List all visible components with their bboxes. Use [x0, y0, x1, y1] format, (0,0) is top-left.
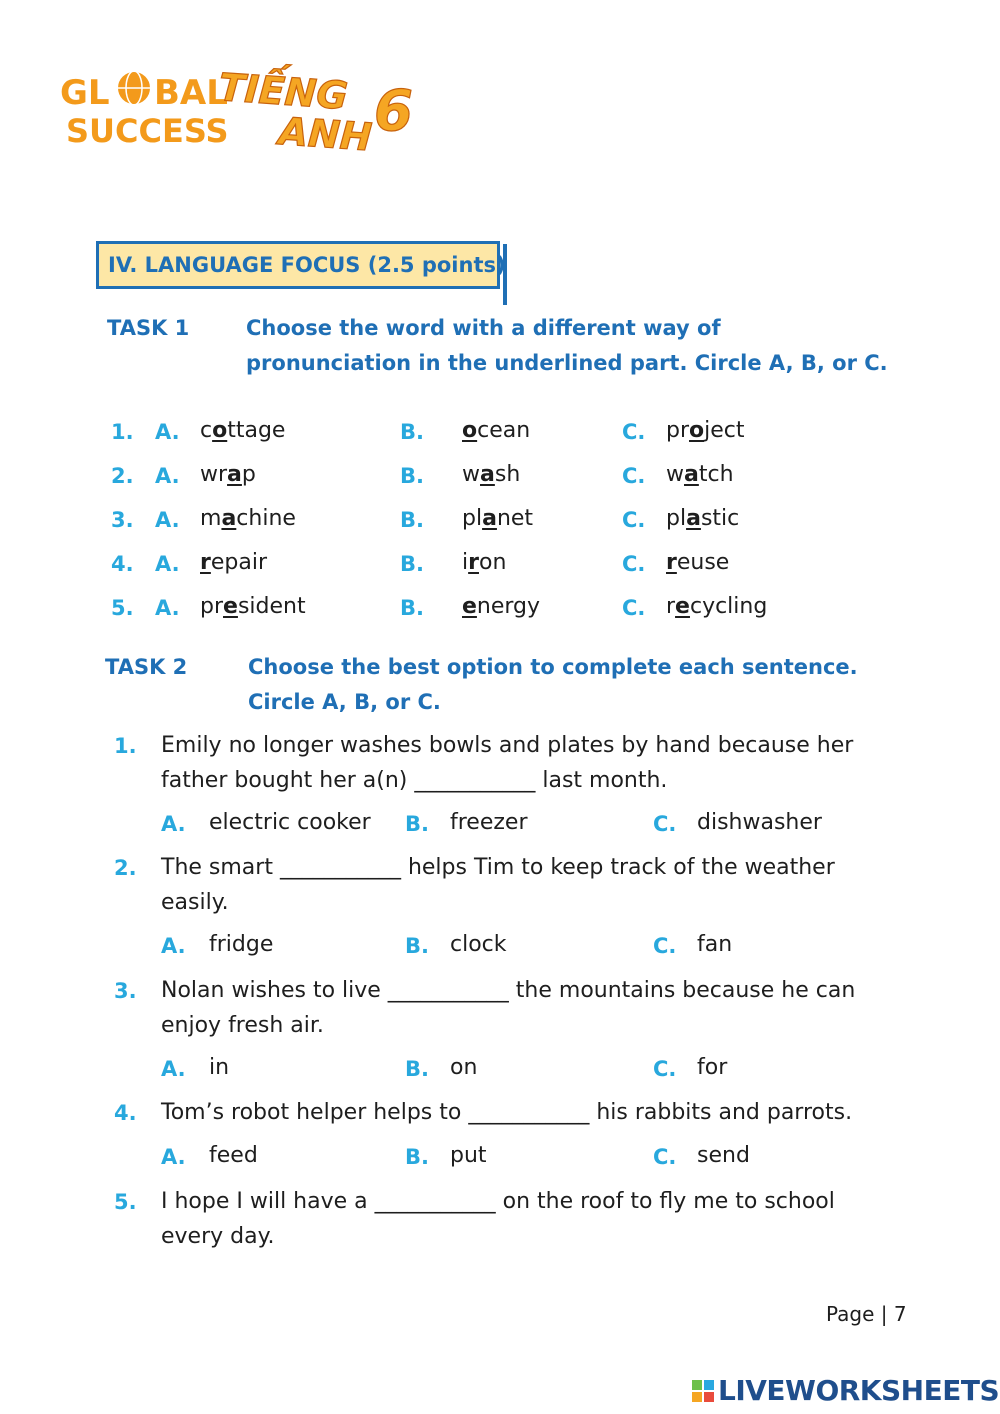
task2-option-text[interactable]: fan: [697, 932, 733, 957]
word-prefix: w: [462, 462, 480, 487]
sentence-line-1: I hope I will have a ___________ on the roof to fly me to school: [161, 1189, 835, 1214]
word-suffix: epair: [210, 550, 267, 575]
task1-option-letter[interactable]: B.: [400, 420, 424, 444]
task1-option-letter[interactable]: B.: [400, 464, 424, 488]
task2-option-letter[interactable]: C.: [653, 934, 677, 958]
task2-option-text[interactable]: on: [450, 1055, 478, 1080]
liveworksheets-brand: LIVEWORKSHEETS: [718, 1374, 1000, 1407]
task2-option-letter[interactable]: C.: [653, 1145, 677, 1169]
task1-option-word[interactable]: [666, 506, 739, 531]
task2-option-text[interactable]: for: [697, 1055, 728, 1080]
sentence-line-2: every day.: [161, 1224, 275, 1249]
underlined-part: a: [684, 462, 699, 487]
task2-option-text[interactable]: electric cooker: [209, 810, 371, 835]
task2-option-letter[interactable]: B.: [405, 1145, 429, 1169]
task1-option-word[interactable]: [462, 462, 520, 487]
underlined-part: a: [221, 506, 237, 531]
underlined-part: o: [212, 418, 228, 443]
task2-question-number: 1.: [114, 734, 137, 758]
word-suffix: net: [496, 506, 534, 531]
task2-label: TASK 2: [105, 655, 188, 679]
task1-question-number: 1.: [111, 420, 134, 444]
sentence-line-1: Tom’s robot helper helps to ___________ his rabbits and parrots.: [161, 1100, 853, 1125]
task1-option-letter[interactable]: C.: [622, 596, 646, 620]
task2-question-sentence: [161, 1184, 835, 1254]
task2-option-text[interactable]: send: [697, 1143, 750, 1168]
task1-option-letter[interactable]: C.: [622, 420, 646, 444]
task1-option-letter[interactable]: B.: [400, 596, 424, 620]
underlined-part: a: [482, 506, 497, 531]
task1-option-letter[interactable]: A.: [155, 508, 180, 532]
task2-option-letter[interactable]: C.: [653, 1057, 677, 1081]
task1-option-letter[interactable]: C.: [622, 508, 646, 532]
word-suffix: ttage: [227, 418, 286, 443]
word-prefix: c: [200, 418, 213, 443]
task1-option-letter[interactable]: C.: [622, 464, 646, 488]
task2-option-letter[interactable]: B.: [405, 1057, 429, 1081]
task2-question-sentence: [161, 973, 855, 1043]
sentence-line-2: easily.: [161, 890, 229, 915]
task1-option-word[interactable]: [462, 506, 533, 531]
task1-option-letter[interactable]: A.: [155, 420, 180, 444]
task1-option-word[interactable]: [200, 594, 306, 619]
task1-option-word[interactable]: [462, 418, 530, 443]
word-prefix: r: [666, 594, 676, 619]
underlined-part: o: [689, 418, 705, 443]
word-prefix: m: [200, 506, 222, 531]
task2-option-letter[interactable]: B.: [405, 812, 429, 836]
task2-question-number: 2.: [114, 856, 137, 880]
task2-instruction-line2: Circle A, B, or C.: [248, 690, 441, 714]
word-suffix: stic: [700, 506, 740, 531]
task1-option-letter[interactable]: B.: [400, 508, 424, 532]
word-suffix: chine: [236, 506, 296, 531]
task1-question-number: 5.: [111, 596, 134, 620]
task1-option-word[interactable]: [200, 550, 267, 575]
underlined-part: e: [675, 594, 690, 619]
word-suffix: sh: [494, 462, 521, 487]
task2-option-text[interactable]: feed: [209, 1143, 258, 1168]
task2-option-text[interactable]: clock: [450, 932, 507, 957]
task2-question-number: 5.: [114, 1190, 137, 1214]
task1-instruction-line1: Choose the word with a different way of: [246, 316, 721, 340]
global-success-tieng-anh-6-logo: [58, 60, 438, 160]
task1-option-word[interactable]: [200, 418, 285, 443]
section-title: IV. LANGUAGE FOCUS (2.5 points): [108, 253, 506, 277]
task1-label: TASK 1: [107, 316, 190, 340]
task2-question-sentence: [161, 728, 853, 798]
word-suffix: cycling: [689, 594, 768, 619]
task1-option-word[interactable]: [200, 506, 296, 531]
sentence-line-1: Emily no longer washes bowls and plates by hand because her: [161, 733, 854, 758]
word-prefix: pr: [666, 418, 690, 443]
task2-option-letter[interactable]: A.: [161, 1057, 186, 1081]
word-suffix: nergy: [476, 594, 541, 619]
task1-option-word[interactable]: [666, 594, 767, 619]
task2-option-letter[interactable]: A.: [161, 812, 186, 836]
task2-question-sentence: [161, 1095, 852, 1130]
underlined-part: r: [468, 550, 479, 575]
task2-option-text[interactable]: fridge: [209, 932, 274, 957]
underlined-part: e: [462, 594, 477, 619]
logo-grade-text: 6: [374, 79, 413, 144]
task1-option-word[interactable]: [462, 550, 506, 575]
underlined-part: r: [666, 550, 677, 575]
task2-instruction-line1: Choose the best option to complete each sentence.: [248, 655, 858, 679]
word-suffix: on: [478, 550, 507, 575]
word-suffix: euse: [676, 550, 730, 575]
task2-question-number: 4.: [114, 1101, 137, 1125]
word-prefix: pr: [200, 594, 224, 619]
task2-option-text[interactable]: put: [450, 1143, 487, 1168]
word-prefix: pl: [462, 506, 483, 531]
word-prefix: i: [462, 550, 469, 575]
underlined-part: a: [686, 506, 701, 531]
liveworksheets-icon: [692, 1380, 714, 1402]
task2-option-letter[interactable]: A.: [161, 1145, 186, 1169]
word-suffix: sident: [237, 594, 306, 619]
sentence-line-2: father bought her a(n) ___________ last month.: [161, 768, 668, 793]
task1-option-letter[interactable]: A.: [155, 552, 180, 576]
word-suffix: ject: [704, 418, 745, 443]
task1-question-number: 4.: [111, 552, 134, 576]
task2-option-text[interactable]: freezer: [450, 810, 528, 835]
globe-icon: [117, 71, 151, 105]
word-prefix: wr: [200, 462, 228, 487]
underlined-part: e: [223, 594, 238, 619]
task1-question-number: 2.: [111, 464, 134, 488]
word-suffix: tch: [698, 462, 734, 487]
task1-option-word[interactable]: [666, 462, 734, 487]
word-prefix: pl: [666, 506, 687, 531]
task1-option-letter[interactable]: C.: [622, 552, 646, 576]
task2-option-letter[interactable]: B.: [405, 934, 429, 958]
task1-instruction: [246, 311, 888, 381]
task2-option-text[interactable]: in: [209, 1055, 230, 1080]
task2-question-number: 3.: [114, 979, 137, 1003]
task1-option-letter[interactable]: A.: [155, 464, 180, 488]
underlined-part: a: [480, 462, 495, 487]
page-number: Page | 7: [826, 1302, 907, 1326]
task1-option-word[interactable]: [462, 594, 540, 619]
task2-question-sentence: [161, 850, 835, 920]
task1-option-letter[interactable]: B.: [400, 552, 424, 576]
task1-instruction-line2: pronunciation in the underlined part. Circle A, B, or C.: [246, 351, 888, 375]
underlined-part: o: [462, 418, 478, 443]
logo-anh-text: ANH: [277, 109, 374, 160]
logo-tieng-text: TIẾNG: [217, 65, 350, 118]
task1-option-word[interactable]: [200, 462, 256, 487]
word-prefix: w: [666, 462, 684, 487]
logo-success-text: SUCCESS: [66, 112, 229, 150]
task2-instruction: [248, 650, 858, 720]
task1-option-letter[interactable]: A.: [155, 596, 180, 620]
task2-option-letter[interactable]: C.: [653, 812, 677, 836]
task1-option-word[interactable]: [666, 550, 729, 575]
underlined-part: r: [200, 550, 211, 575]
word-suffix: p: [241, 462, 256, 487]
sentence-line-1: Nolan wishes to live ___________ the mountains because he can: [161, 978, 856, 1003]
task1-option-word[interactable]: [666, 418, 745, 443]
logo-bal-text: BAL: [154, 73, 228, 113]
logo-global-text: GL: [60, 73, 110, 113]
task2-option-letter[interactable]: A.: [161, 934, 186, 958]
underlined-part: a: [227, 462, 242, 487]
word-suffix: cean: [477, 418, 531, 443]
sentence-line-2: enjoy fresh air.: [161, 1013, 324, 1038]
task2-option-text[interactable]: dishwasher: [697, 810, 822, 835]
sentence-line-1: The smart ___________ helps Tim to keep track of the weather: [161, 855, 835, 880]
task1-question-number: 3.: [111, 508, 134, 532]
